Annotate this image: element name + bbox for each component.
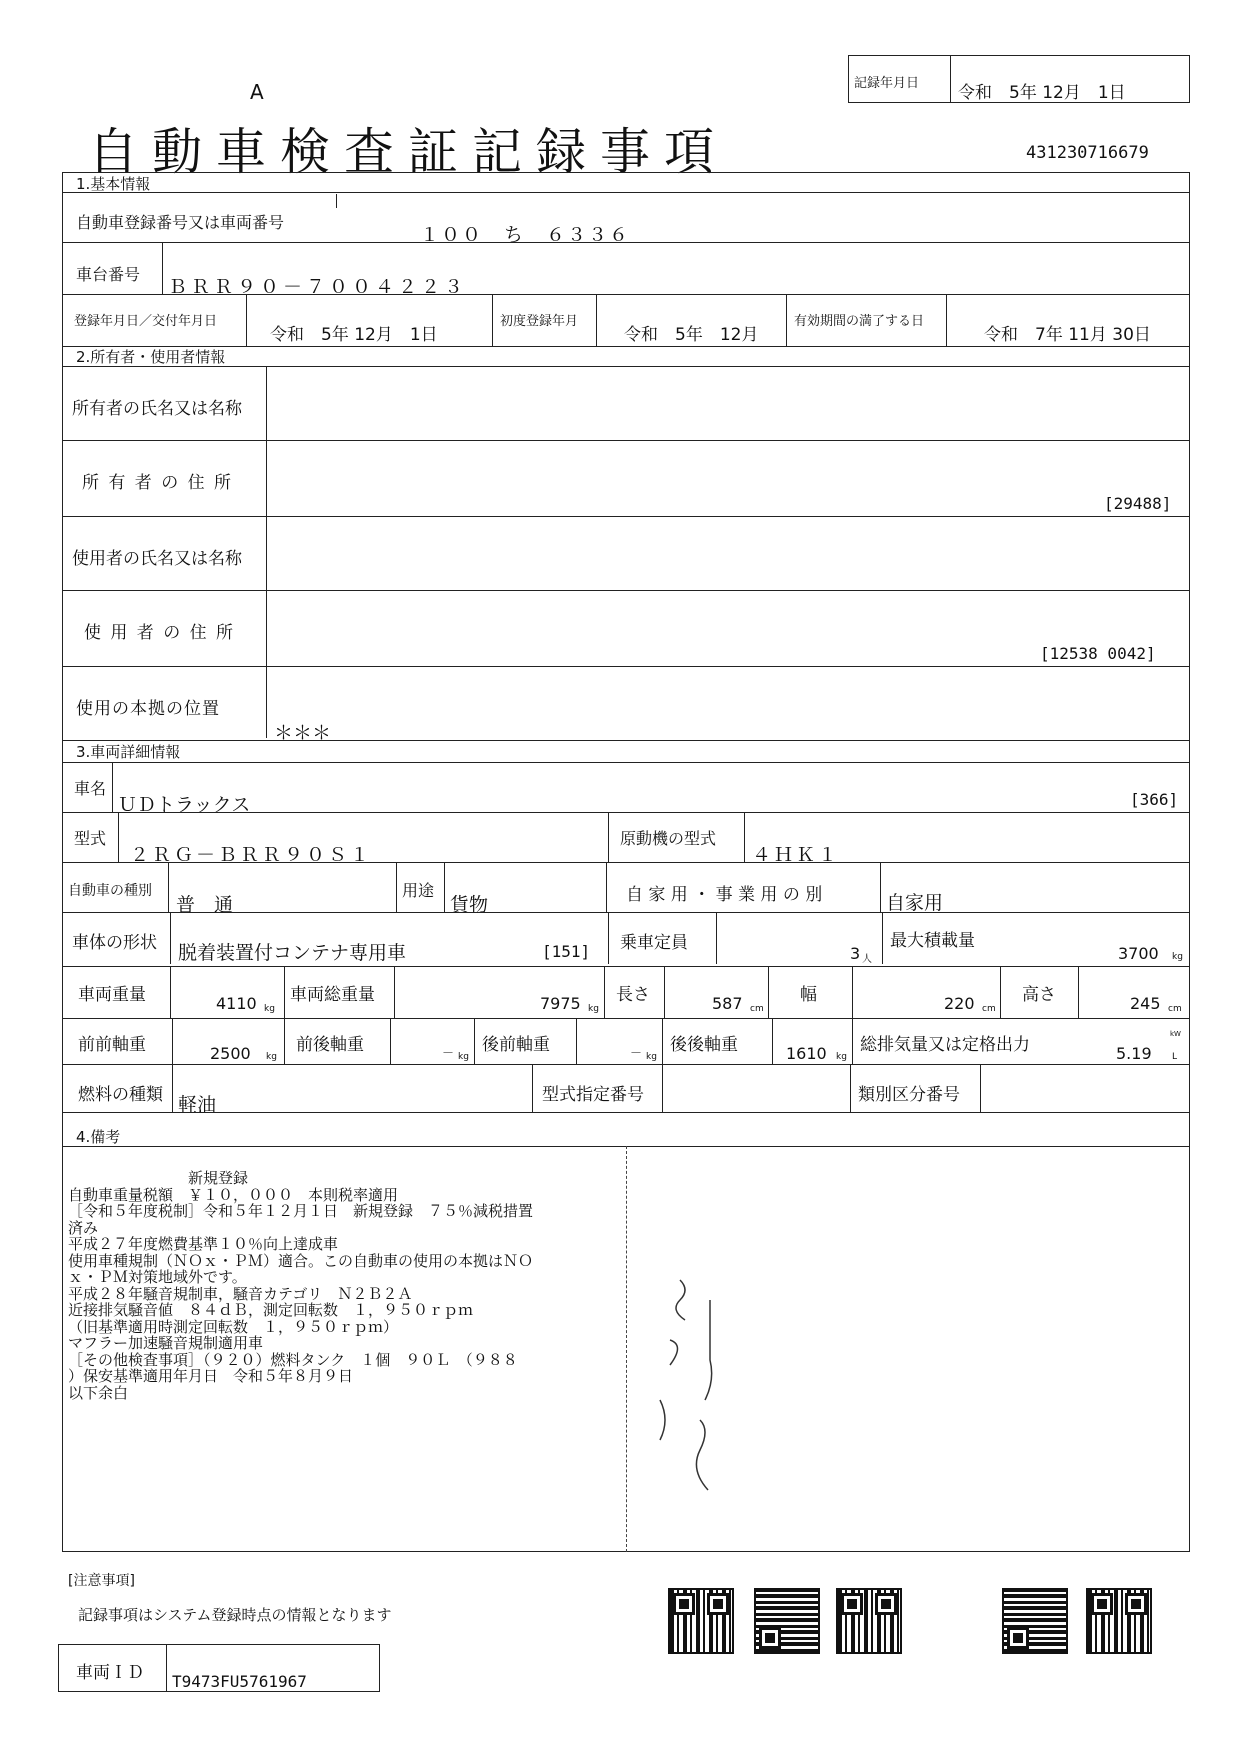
record-date-value: 令和 5年 12月 1日 bbox=[958, 83, 1126, 103]
ff-axle-label: 前前軸重 bbox=[78, 1035, 146, 1055]
caution-text: 記録事項はシステム登録時点の情報となります bbox=[78, 1606, 392, 1624]
max-load-value: 3700 bbox=[1118, 944, 1159, 963]
engine-model-label: 原動機の型式 bbox=[620, 829, 717, 848]
qr-code-5 bbox=[1086, 1588, 1152, 1654]
qr-code-2 bbox=[754, 1588, 820, 1654]
vehicle-type-value: 普 通 bbox=[176, 894, 234, 916]
fr-axle-unit: kg bbox=[458, 1052, 469, 1062]
type-designation-label: 型式指定番号 bbox=[542, 1085, 644, 1105]
gross-weight-unit: kg bbox=[588, 1004, 599, 1014]
car-name-code: [366] bbox=[1130, 790, 1179, 809]
weight-value: 4110 bbox=[216, 994, 257, 1013]
displacement-unit: L bbox=[1172, 1052, 1178, 1062]
height-unit: cm bbox=[1168, 1004, 1182, 1014]
height-label: 高さ bbox=[1022, 985, 1056, 1005]
reg-number-value: １００ ち ６３３６ bbox=[420, 224, 631, 246]
owner-address-label: 所 有 者 の 住 所 bbox=[82, 473, 234, 493]
owner-name-label: 所有者の氏名又は名称 bbox=[72, 399, 242, 419]
gross-weight-label: 車両総重量 bbox=[290, 985, 375, 1005]
length-label: 長さ bbox=[616, 985, 650, 1005]
caution-heading: [注意事項] bbox=[68, 1573, 135, 1589]
weight-label: 車両重量 bbox=[78, 985, 146, 1005]
vehicle-id-label: 車両ＩＤ bbox=[76, 1663, 144, 1683]
width-unit: cm bbox=[982, 1004, 996, 1014]
length-unit: cm bbox=[750, 1004, 764, 1014]
record-date-label: 記録年月日 bbox=[854, 76, 920, 91]
vehicle-id-value: T9473FU5761967 bbox=[172, 1672, 307, 1691]
section4-heading: 4.備考 bbox=[76, 1128, 121, 1146]
height-value: 245 bbox=[1130, 994, 1161, 1013]
displacement-label: 総排気量又は定格出力 bbox=[860, 1035, 1030, 1055]
engine-model-value: ４ＨＫ１ bbox=[752, 844, 841, 866]
weight-unit: kg bbox=[264, 1004, 275, 1014]
car-name-value: ＵＤトラックス bbox=[118, 794, 251, 816]
fuel-value: 軽油 bbox=[178, 1094, 217, 1116]
section1-heading: 1.基本情報 bbox=[76, 175, 151, 193]
displacement-value: 5.19 bbox=[1116, 1044, 1152, 1063]
rf-axle-label: 後前軸重 bbox=[482, 1035, 550, 1055]
private-business-value: 自家用 bbox=[886, 892, 944, 914]
private-business-label: 自 家 用 ・ 事 業 用 の 別 bbox=[626, 885, 823, 905]
ff-axle-unit: kg bbox=[266, 1052, 277, 1062]
remarks-text: 新規登録 自動車重量税額 ￥１０，０００ 本則税率適用 ［令和５年度税制］令和５年１２月１日 新規登録 ７５％減税措置 済み 平成２７年度燃費基準１０％向上達成車 使用車種規制（ＮＯｘ・ＰＭ）適合。この自動車の使用の本拠はＮＯ ｘ・ＰＭ対策地域外です。 平成２８年騒音規制車，騒音カテゴリ Ｎ２Ｂ２Ａ 近接排気騒音値 ８４ｄＢ，測定回転数 １，９５０ｒｐｍ （旧基準適用時測定回転数 １，９５０ｒｐｍ） マフラー加速騒音規制適用車 ［その他検査事項］（９２０）燃料タンク １個 ９０Ｌ （９８８ ）保安基準適用年月日 令和５年８月９日 以下余白 bbox=[68, 1169, 534, 1402]
reg-date-label: 登録年月日／交付年月日 bbox=[74, 314, 218, 329]
reg-number-label: 自動車登録番号又は車両番号 bbox=[76, 213, 285, 232]
width-label: 幅 bbox=[800, 985, 817, 1005]
usage-value: 貨物 bbox=[450, 894, 489, 916]
fr-axle-value: － bbox=[442, 1046, 455, 1060]
section2-heading: 2.所有者・使用者情報 bbox=[76, 348, 226, 366]
chassis-value: ＢＲＲ９０－７００４２２３ bbox=[168, 276, 468, 298]
model-label: 型式 bbox=[74, 829, 107, 848]
qr-code-4 bbox=[1002, 1588, 1068, 1654]
chassis-label: 車台番号 bbox=[76, 265, 141, 284]
capacity-unit: 人 bbox=[862, 954, 872, 965]
base-location-value: ＊＊＊ bbox=[274, 722, 332, 744]
expiry-value: 令和 7年 11月 30日 bbox=[984, 325, 1151, 345]
first-reg-value: 令和 5年 12月 bbox=[624, 325, 759, 345]
max-load-unit: kg bbox=[1172, 952, 1183, 962]
displacement-unit-kw: kW bbox=[1170, 1030, 1181, 1038]
page-title: 自動車検査証記録事項 bbox=[88, 123, 728, 181]
model-value: ２ＲＧ－ＢＲＲ９０Ｓ１ bbox=[130, 844, 373, 866]
car-name-label: 車名 bbox=[74, 779, 107, 798]
max-load-label: 最大積載量 bbox=[890, 931, 975, 951]
gross-weight-value: 7975 bbox=[540, 994, 581, 1013]
rr-axle-value: 1610 bbox=[786, 1044, 827, 1063]
reg-date-value: 令和 5年 12月 1日 bbox=[270, 325, 438, 345]
rf-axle-value: － bbox=[630, 1046, 643, 1060]
capacity-label: 乗車定員 bbox=[620, 933, 688, 953]
qr-code-1 bbox=[668, 1588, 734, 1654]
category-label: 類別区分番号 bbox=[858, 1085, 960, 1105]
vehicle-type-label: 自動車の種別 bbox=[68, 883, 152, 899]
body-shape-code: [151] bbox=[542, 942, 591, 961]
body-shape-value: 脱着装置付コンテナ専用車 bbox=[178, 942, 407, 964]
rr-axle-label: 後後軸重 bbox=[670, 1035, 738, 1055]
user-code: [12538 0042] bbox=[1040, 644, 1156, 663]
expiry-label: 有効期間の満了する日 bbox=[794, 314, 925, 329]
ff-axle-value: 2500 bbox=[210, 1044, 251, 1063]
qr-code-3 bbox=[836, 1588, 902, 1654]
rr-axle-unit: kg bbox=[836, 1052, 847, 1062]
fr-axle-label: 前後軸重 bbox=[296, 1035, 364, 1055]
first-reg-label: 初度登録年月 bbox=[500, 314, 579, 329]
base-location-label: 使用の本拠の位置 bbox=[76, 699, 220, 719]
fuel-label: 燃料の種類 bbox=[78, 1085, 163, 1105]
user-address-label: 使 用 者 の 住 所 bbox=[84, 623, 236, 643]
rf-axle-unit: kg bbox=[646, 1052, 657, 1062]
owner-code: [29488] bbox=[1104, 494, 1172, 513]
handwriting-scribble bbox=[640, 1260, 740, 1500]
document-number: 431230716679 bbox=[1026, 143, 1149, 163]
capacity-value: 3 bbox=[850, 944, 861, 963]
usage-label: 用途 bbox=[402, 881, 435, 900]
user-name-label: 使用者の氏名又は名称 bbox=[72, 549, 242, 569]
width-value: 220 bbox=[944, 994, 975, 1013]
section3-heading: 3.車両詳細情報 bbox=[76, 743, 181, 761]
length-value: 587 bbox=[712, 994, 743, 1013]
corner-letter: A bbox=[250, 80, 264, 104]
body-shape-label: 車体の形状 bbox=[72, 933, 157, 953]
